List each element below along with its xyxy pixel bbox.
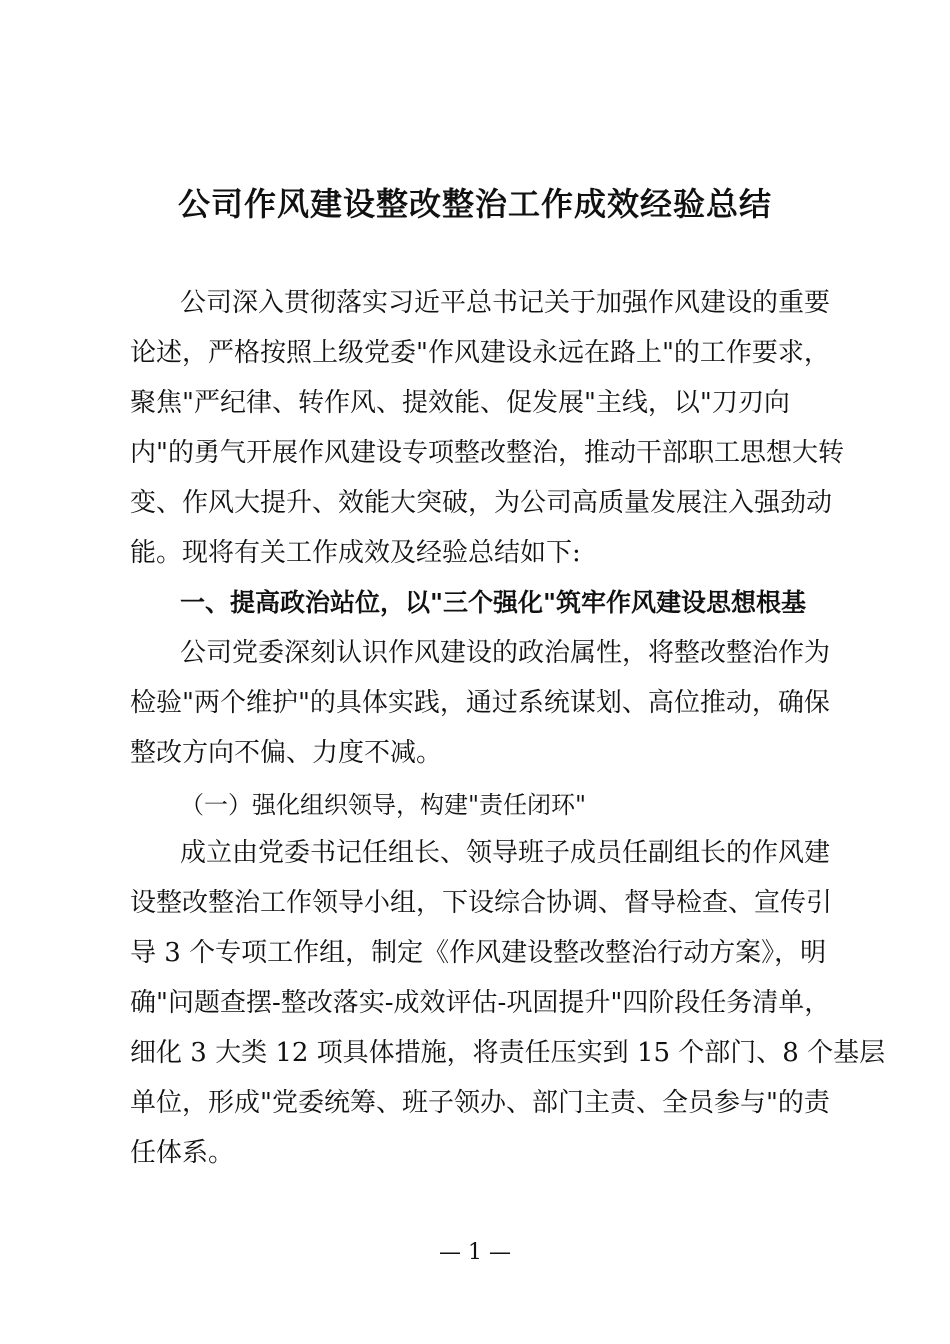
paragraph-line: 公司党委深刻认识作风建设的政治属性，将整改整治作为	[180, 638, 831, 668]
paragraph-line: 设整改整治工作领导小组，下设综合协调、督导检查、宣传引	[130, 888, 833, 918]
paragraph-line: 成立由党委书记任组长、领导班子成员任副组长的作风建	[180, 838, 831, 868]
section-heading: 一、提高政治站位，以"三个强化"筑牢作风建设思想根基	[180, 588, 807, 617]
paragraph-line: 变、作风大提升、效能大突破，为公司高质量发展注入强劲动	[130, 488, 833, 518]
paragraph-line: 内"的勇气开展作风建设专项整改整治，推动干部职工思想大转	[130, 438, 844, 468]
paragraph-line: 确"问题查摆-整改落实-成效评估-巩固提升"四阶段任务清单，	[130, 988, 831, 1018]
page-number: — 1 —	[439, 1240, 511, 1265]
paragraph-line: 单位，形成"党委统筹、班子领办、部门主责、全员参与"的责	[130, 1088, 830, 1118]
paragraph-line: 检验"两个维护"的具体实践，通过系统谋划、高位推动，确保	[130, 688, 830, 718]
paragraph-line: 导 3 个专项工作组，制定《作风建设整改整治行动方案》，明	[130, 938, 827, 968]
paragraph-line: 聚焦"严纪律、转作风、提效能、促发展"主线，以"刀刃向	[130, 388, 790, 418]
document-title: 公司作风建设整改整治工作成效经验总结	[177, 185, 772, 223]
paragraph-line: 公司深入贯彻落实习近平总书记关于加强作风建设的重要	[180, 288, 831, 318]
paragraph-line: 任体系。	[130, 1138, 235, 1168]
subsection-heading: （一）强化组织领导，构建"责任闭环"	[180, 791, 587, 819]
paragraph-line: 细化 3 大类 12 项具体措施，将责任压实到 15 个部门、8 个基层	[130, 1038, 886, 1068]
paragraph-line: 能。现将有关工作成效及经验总结如下:	[130, 538, 581, 568]
paragraph-line: 整改方向不偏、力度不减。	[130, 738, 443, 768]
paragraph-line: 论述，严格按照上级党委"作风建设永远在路上"的工作要求，	[130, 338, 830, 368]
